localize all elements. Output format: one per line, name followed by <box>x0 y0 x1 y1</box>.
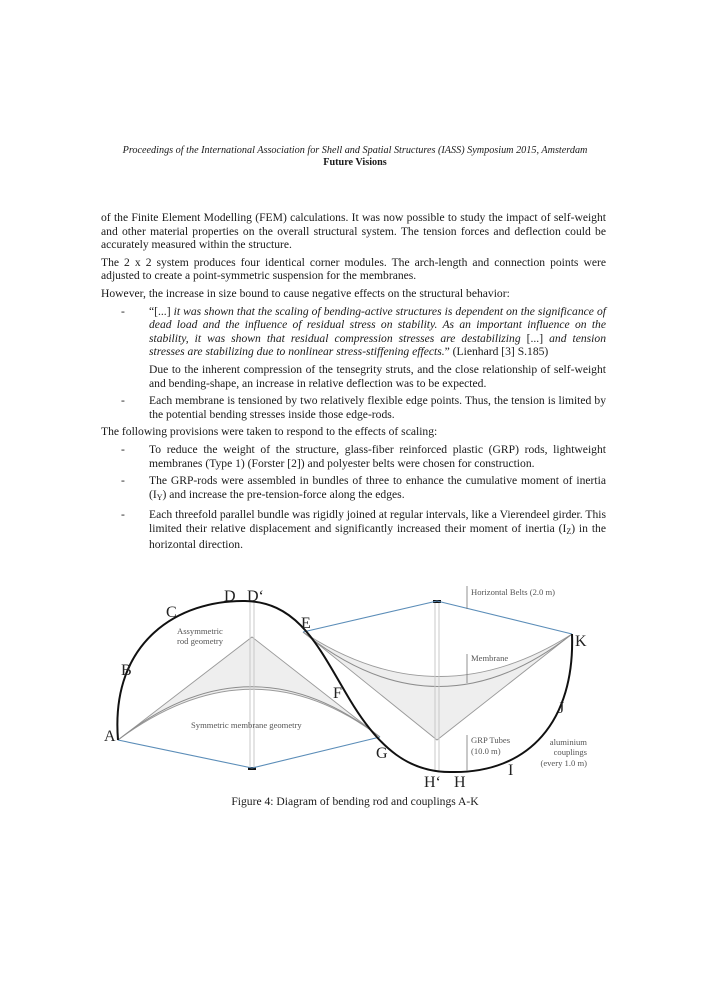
belts-label: Horizontal Belts (2.0 m) <box>471 587 556 597</box>
proceedings-title: Proceedings of the International Association for Shell and Spatial Structures (IASS) Symposium 2015, Amsterdam <box>122 145 588 156</box>
point-label-i: I <box>508 762 514 779</box>
figure-diagram <box>0 580 710 790</box>
list-item-text-post: ) and increase the pre-tension-force along the edges. <box>162 487 405 501</box>
membrane-label: Membrane <box>471 653 509 663</box>
point-label-d-prime: D‘ <box>247 588 264 605</box>
list-dash: - <box>121 394 125 408</box>
point-label-c: C <box>166 604 177 621</box>
paragraph: The 2 x 2 system produces four identical corner modules. The arch-length and connection points were adjusted to create a point-symmetric suspension for the membranes. <box>101 255 606 283</box>
list-item <box>101 443 606 470</box>
list-item-text: Each threefold parallel bundle was rigidly joined at regular intervals, like a Vierendeel girder. This limited their relative displacement and significantly increased their moment of inertia (I <box>149 508 606 535</box>
alu-label-1: aluminium <box>549 737 587 747</box>
proceedings-subtitle: Future Visions <box>323 157 387 168</box>
figure-caption: Figure 4: Diagram of bending rod and couplings A-K <box>231 795 479 808</box>
quote-open: “[...] <box>149 304 174 318</box>
alu-label-3: (every 1.0 m) <box>540 758 587 768</box>
list-item <box>101 305 606 391</box>
point-label-h-prime: H‘ <box>424 774 441 790</box>
list-dash: - <box>121 474 125 488</box>
point-label-g: G <box>376 745 388 762</box>
alu-label-2: couplings <box>553 747 587 757</box>
sym-membrane-label: Symmetric membrane geometry <box>191 720 302 730</box>
point-label-b: B <box>121 662 132 679</box>
point-label-d: D <box>224 588 236 605</box>
grp-label-2: (10.0 m) <box>471 746 501 756</box>
subscript: Z <box>566 526 572 536</box>
list-item <box>101 474 606 504</box>
point-labels <box>104 588 587 790</box>
body-text <box>101 211 606 556</box>
point-label-h: H <box>454 774 466 790</box>
list-item <box>101 508 606 552</box>
list-dash: - <box>121 442 125 456</box>
bending-rod-diagram <box>0 580 710 790</box>
asym-label-2: rod geometry <box>177 636 224 646</box>
quote-followup: Due to the inherent compression of the tensegrity struts, and the close relationship of self-weight and bending-shape, an increase in relative deflection was to be expected. <box>149 362 606 390</box>
point-label-a: A <box>104 728 116 745</box>
quote-mid: [...] <box>520 331 550 345</box>
quote-citation: ” (Lienhard [3] S.185) <box>444 345 549 359</box>
quote-italic: it was shown that the scaling of bending-active structures is dependent on the significance of dead load and the influence of residual stress on stability. As an important influence on the stability, it was shown that residual compression stresses are destabilizing <box>149 304 606 345</box>
page-header <box>0 145 710 168</box>
asym-label-1: Assymmetric <box>177 626 223 636</box>
subscript: Y <box>156 492 163 502</box>
point-label-j: J <box>558 700 565 717</box>
point-label-k: K <box>575 633 587 650</box>
paragraph: of the Finite Element Modelling (FEM) calculations. It was now possible to study the impact of self-weight and other material properties on the overall structural system. The tension forces and deflection could be accurately measured within the structure. <box>101 211 606 252</box>
quote <box>149 305 606 359</box>
list-item-text-post: ) in the horizontal direction. <box>149 521 606 552</box>
paragraph: However, the increase in size bound to cause negative effects on the structural behavior: <box>101 286 510 300</box>
list-dash: - <box>121 304 125 318</box>
paragraph: The following provisions were taken to respond to the effects of scaling: <box>101 425 438 439</box>
quote-italic-2: and tension stresses are stabilizing due to nonlinear stress-stiffening effects. <box>149 331 606 359</box>
list-item-text: The GRP-rods were assembled in bundles of three to enhance the cumulative moment of inertia (I <box>149 474 606 501</box>
grp-label-1: GRP Tubes <box>471 735 511 745</box>
point-label-f: F <box>333 685 342 702</box>
list-dash: - <box>121 508 125 522</box>
list-item-text: To reduce the weight of the structure, glass-fiber reinforced plastic (GRP) rods, lightweight membranes (Type 1) (Forster [2]) and polyester belts were chosen for construction. <box>149 442 606 470</box>
list-item-text: Each membrane is tensioned by two relatively flexible edge points. Thus, the tension is limited by the potential bending stresses inside those edge-rods. <box>149 394 606 421</box>
point-label-e: E <box>301 615 311 632</box>
list-item <box>101 394 606 421</box>
